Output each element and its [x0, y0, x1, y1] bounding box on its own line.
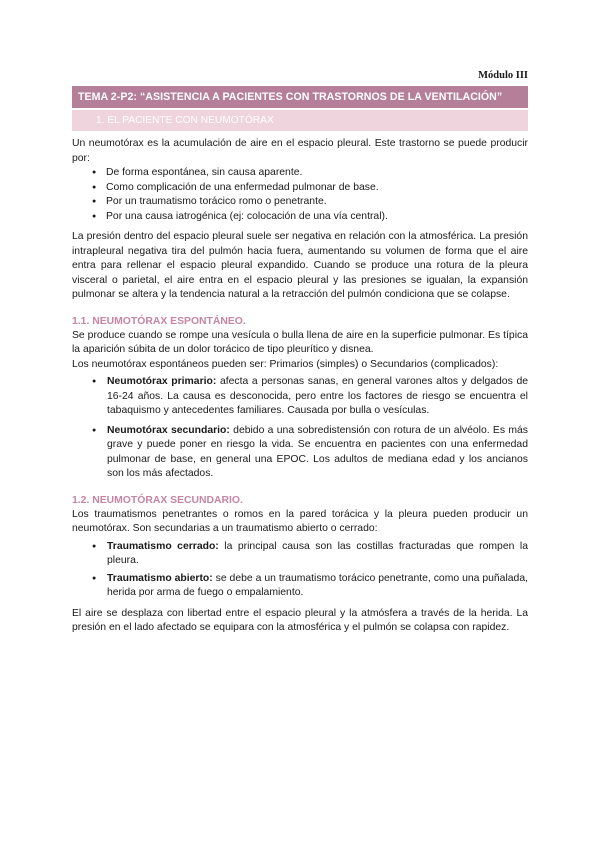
list-item: ● Por una causa iatrogénica (ej: colocación de una vía central).	[72, 210, 528, 225]
intro-paragraph: Un neumotórax es la acumulación de aire en el espacio pleural. Este trastorno se puede producir por:	[72, 138, 528, 164]
list-item	[72, 540, 528, 569]
list-item	[72, 572, 528, 601]
term-description: afecta a personas sanas, en general varones altos y delgados de 16-24 años. La causa es desconocida, pero entre los factores de riesgo se encuentra el tabaquismo y antecedentes familiares. Causada por bulla o vesículas.	[107, 376, 528, 416]
trauma-types-list	[72, 540, 528, 601]
term-label: Traumatismo abierto:	[107, 572, 213, 584]
term-label: Neumotórax primario:	[107, 376, 217, 387]
spontaneous-types-list	[72, 375, 528, 482]
list-item: ● Como complicación de una enfermedad pulmonar de base.	[72, 181, 528, 196]
document-page	[72, 70, 528, 636]
subtitle-band: 1. EL PACIENTE CON NEUMOTÓRAX	[72, 110, 528, 131]
section-heading-spontaneous: 1.1. NEUMOTÓRAX ESPONTÁNEO.	[72, 315, 246, 327]
section-2-paragraph: Los traumatismos penetrantes o romos en la pared torácica y la pleura pueden producir un neumotórax. Son secundarias a un traumatismo abierto o cerrado:	[72, 508, 528, 534]
section-heading-secondary: 1.2. NEUMOTÓRAX SECUNDARIO.	[72, 494, 243, 506]
closing-paragraph: El aire se desplaza con libertad entre el espacio pleural y la atmósfera a través de la herida. La presión en el lado afectado se equipara con la atmosférica y el pulmón se colapsa con rapidez.	[72, 607, 528, 633]
module-label: Módulo III	[478, 70, 528, 81]
section-1-types-paragraph: Los neumotórax espontáneos pueden ser: Primarios (simples) o Secundarios (complicados):	[72, 358, 499, 370]
list-item: ● De forma espontánea, sin causa aparente.	[72, 166, 528, 181]
term-description: se debe a un traumatismo torácico penetrante, como una puñalada, herida por arma de fuego o empalamiento.	[107, 572, 528, 598]
list-item: ● Por un traumatismo torácico romo o penetrante.	[72, 195, 528, 210]
term-label: Traumatismo cerrado:	[107, 540, 219, 552]
pressure-paragraph: La presión dentro del espacio pleural suele ser negativa en relación con la atmosférica. La presión intrapleural negativa tira del pulmón hacia fuera, aumentando su volumen de forma que el aire entra para rellenar el espacio pleural expandido. Cuando se produce una rotura de la pleura visceral o parietal, el aire entra en el espacio pleural y las presiones se igualan, la expansión pulmonar se altera y la tendencia natural a la retracción del pulmón condiciona que se colapse.	[72, 231, 528, 300]
section-1-paragraph: Se produce cuando se rompe una vesícula o bulla llena de aire en la superficie pulmonar. Es típica la aparición súbita de un dolor torácico de tipo pleurítico y disnea.	[72, 329, 528, 355]
topic-title-band: TEMA 2-P2: “ASISTENCIA A PACIENTES CON TRASTORNOS DE LA VENTILACIÓN”	[72, 86, 528, 108]
list-item	[72, 375, 528, 419]
term-description: la principal causa son las costillas fracturadas que rompen la pleura.	[107, 540, 528, 566]
causes-list	[72, 166, 528, 224]
list-item	[72, 424, 528, 482]
term-description: debido a una sobredistensión con rotura de un alvéolo. Es más grave y puede poner en riesgo la vida. Se encuentra en pacientes con una enfermedad pulmonar de base, en general una EPOC. Los adultos de mediana edad y los ancianos son los más afectados.	[107, 424, 529, 479]
term-label: Neumotórax secundario:	[107, 424, 230, 436]
